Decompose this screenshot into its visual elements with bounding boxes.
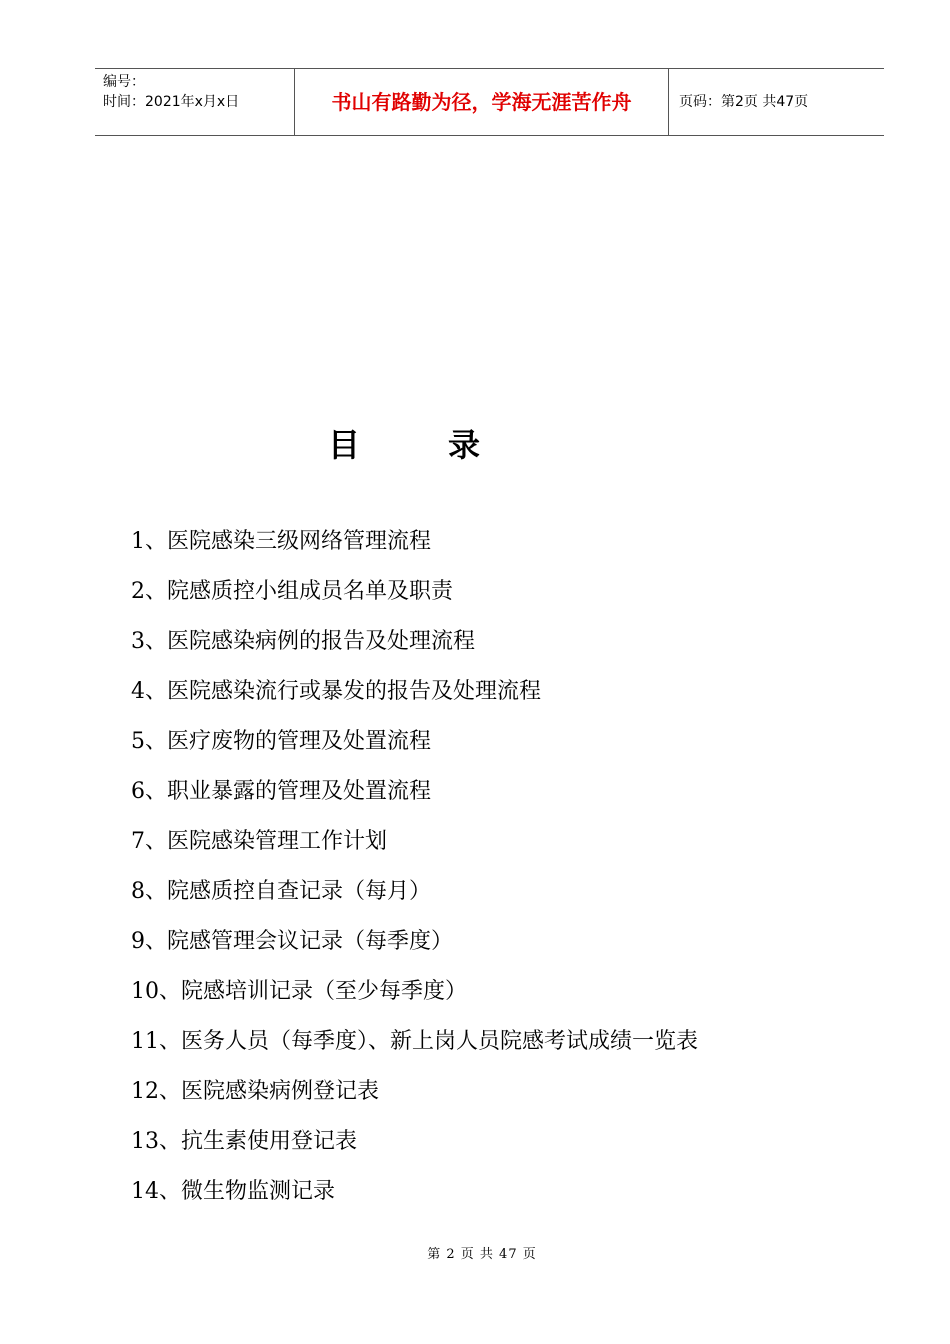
toc-title [0,420,950,470]
toc-item: 14、微生物监测记录 [131,1179,335,1204]
page-footer: 第 2 页 共 47 页 [427,1247,537,1262]
header-date-label: 时间：2021年x月x日 [103,94,240,110]
toc-item: 5、医疗废物的管理及处置流程 [131,729,431,754]
toc-list [131,520,851,1220]
toc-item: 1、医院感染三级网络管理流程 [131,529,431,554]
header-meta-cell [95,69,295,135]
toc-item: 12、医院感染病例登记表 [131,1079,379,1104]
header-motto: 书山有路勤为径，学海无涯苦作舟 [295,69,669,135]
toc-item: 4、医院感染流行或暴发的报告及处理流程 [131,679,541,704]
toc-title-right-char: 录 [448,426,481,464]
header-page-info: 页码：第2页 共47页 [679,94,809,110]
toc-item: 7、医院感染管理工作计划 [131,829,387,854]
toc-title-left-char: 目 [328,426,361,464]
toc-item: 8、院感质控自查记录（每月） [131,879,431,904]
header-number-label: 编号： [103,74,145,90]
page-header [95,68,884,136]
toc-item: 9、院感管理会议记录（每季度） [131,929,453,954]
toc-item: 6、职业暴露的管理及处置流程 [131,779,431,804]
toc-item: 10、院感培训记录（至少每季度） [131,979,467,1004]
toc-item: 13、抗生素使用登记表 [131,1129,357,1154]
toc-item: 11、医务人员（每季度）、新上岗人员院感考试成绩一览表 [131,1029,698,1054]
toc-item: 3、医院感染病例的报告及处理流程 [131,629,475,654]
toc-item: 2、院感质控小组成员名单及职责 [131,579,453,604]
